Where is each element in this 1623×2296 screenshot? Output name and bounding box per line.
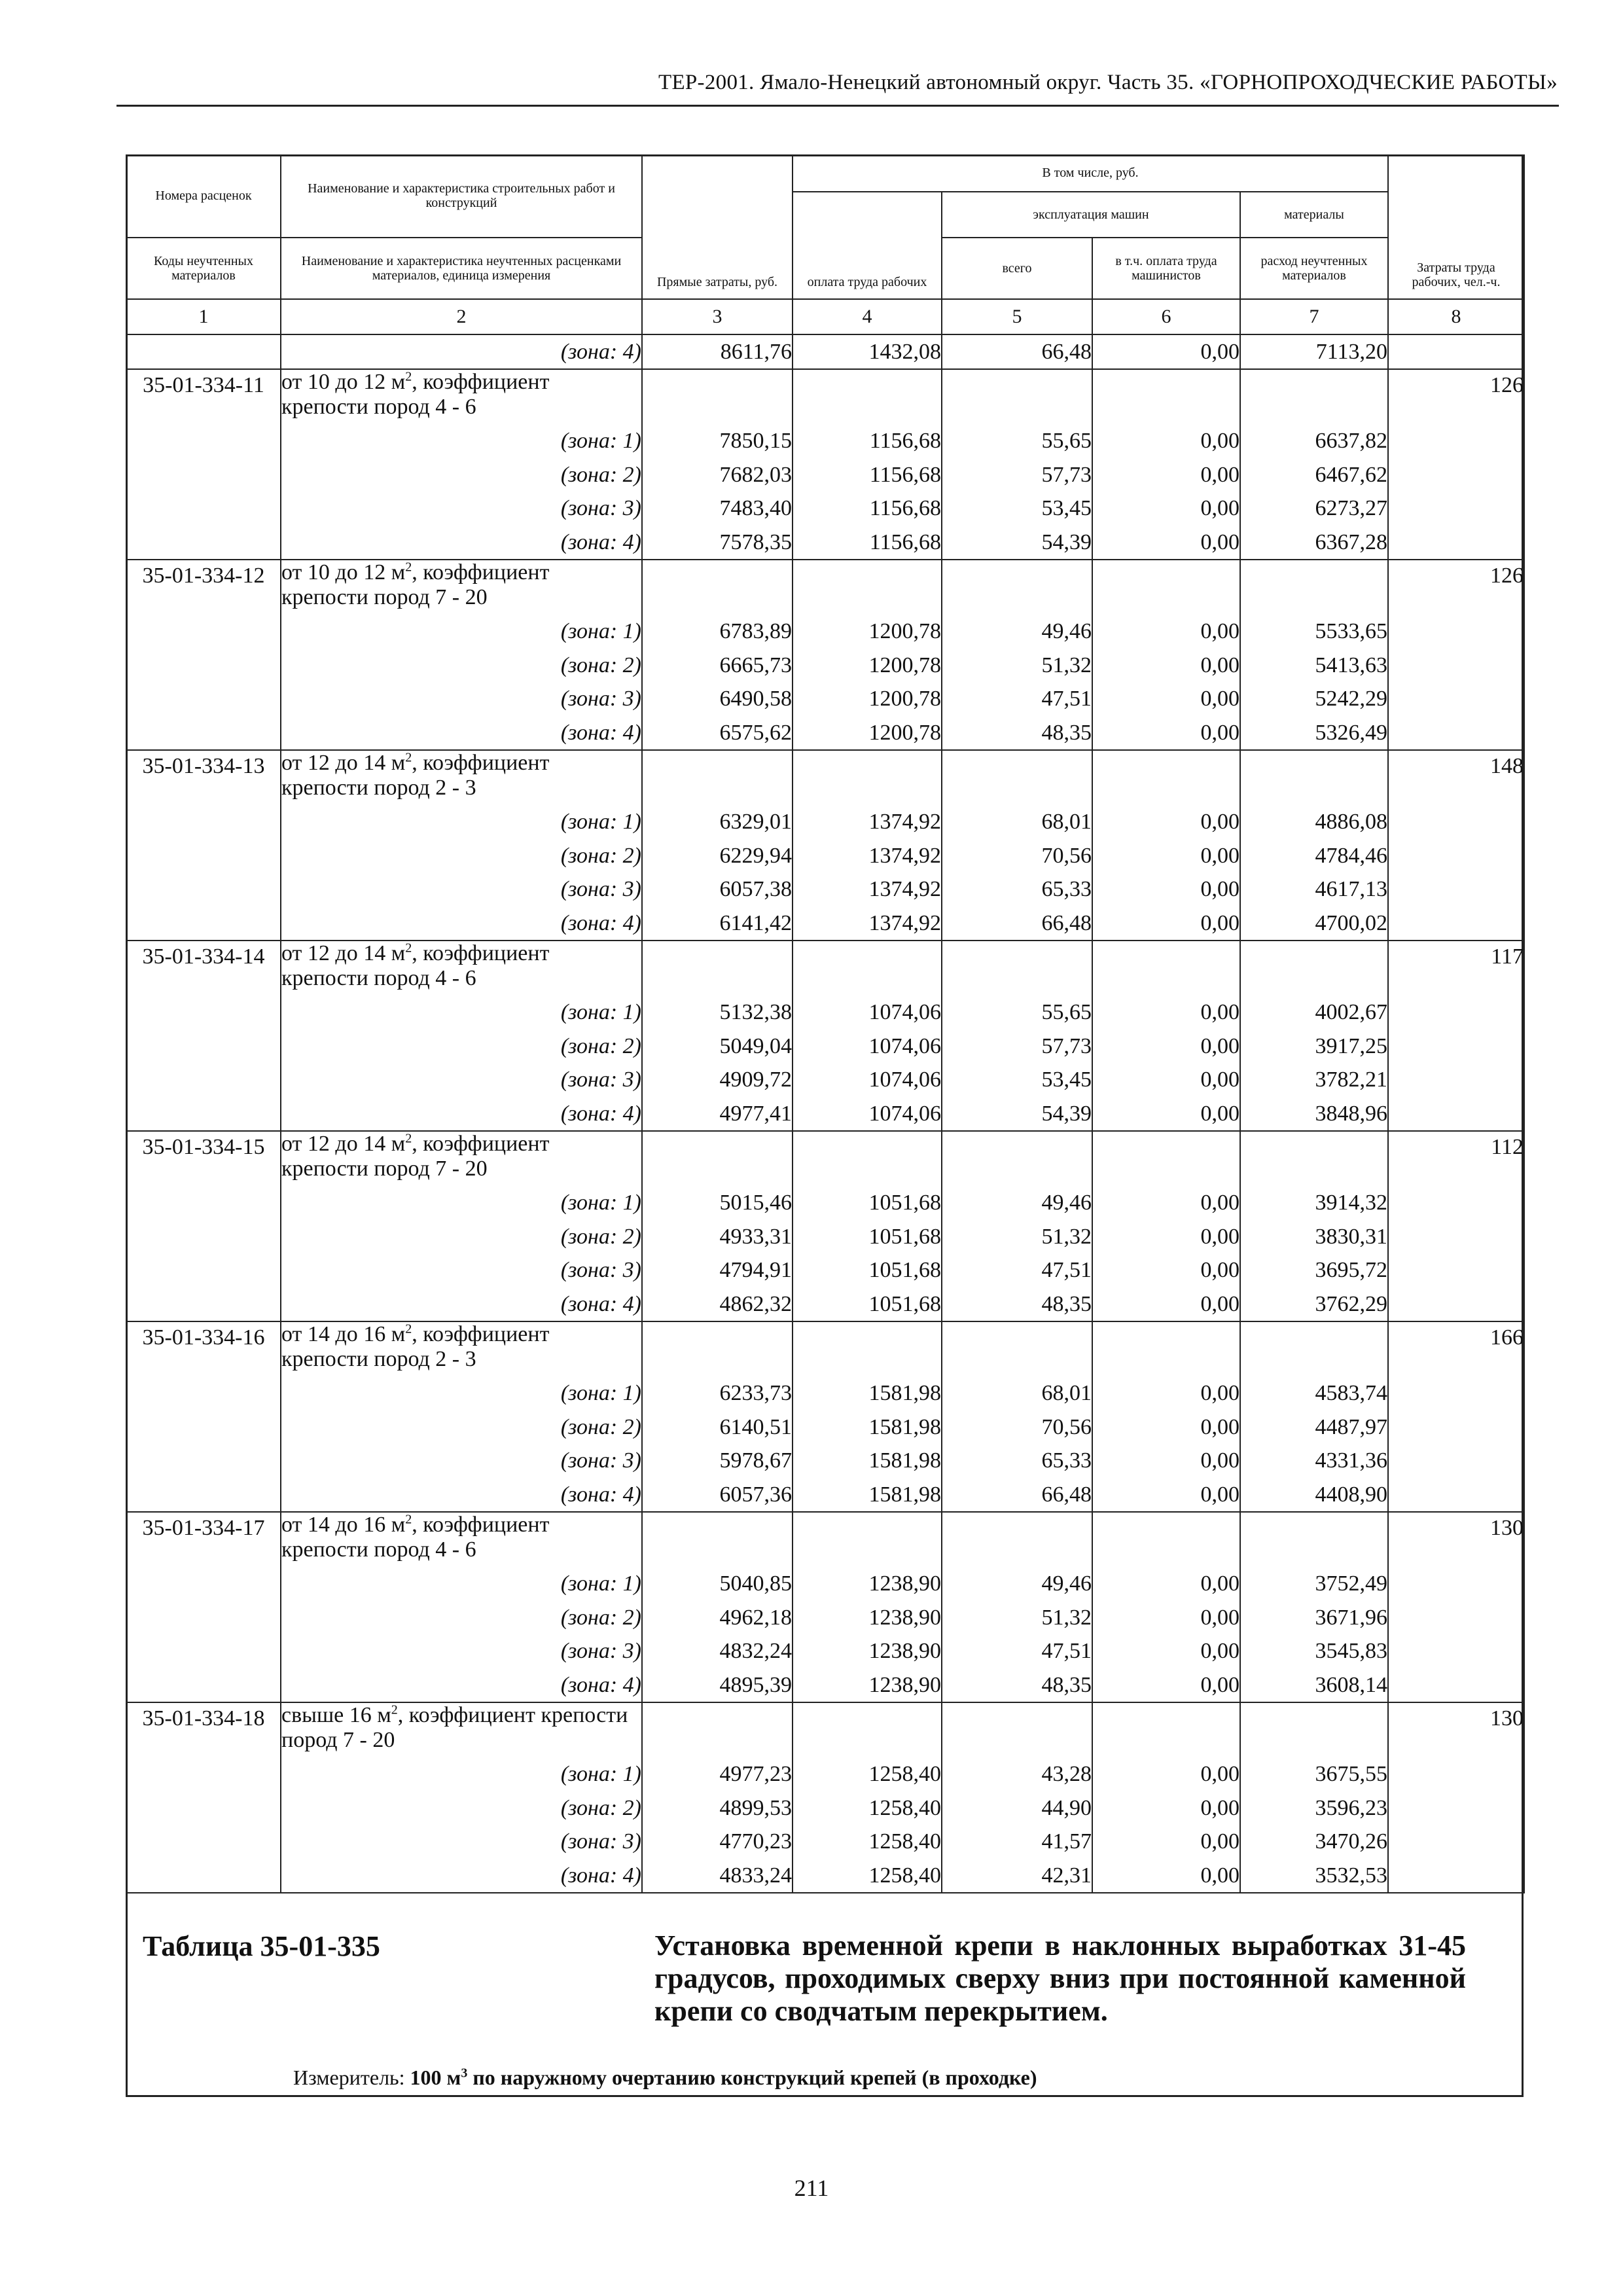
rates-table bbox=[126, 154, 1525, 1893]
table-row bbox=[126, 1702, 1524, 1757]
work-description: от 12 до 14 $м^2$, коэффициент крепости пород 2 - 3 bbox=[281, 750, 642, 805]
cell-operators-pay: 0,00 bbox=[1092, 872, 1240, 906]
cell-machines-total: 66,48 bbox=[942, 1478, 1092, 1513]
rate-code: 35-01-334-12 bbox=[126, 560, 281, 750]
cell-machines-total: 68,01 bbox=[942, 1376, 1092, 1410]
table-row bbox=[126, 906, 1524, 941]
next-table-label: Таблица 35-01-335 bbox=[143, 1930, 380, 1962]
cell-materials: 4700,02 bbox=[1240, 906, 1388, 941]
col-header-workers-pay: оплата труда рабочих bbox=[793, 192, 942, 299]
cell-materials: 3545,83 bbox=[1240, 1634, 1388, 1668]
cell-materials: 3762,29 bbox=[1240, 1287, 1388, 1322]
col-header-materials-use: расход неучтенных материалов bbox=[1240, 238, 1388, 299]
rate-code: 35-01-334-15 bbox=[126, 1131, 281, 1321]
cell-machines-total: 47,51 bbox=[942, 1253, 1092, 1287]
zone-label: (зона: 2) bbox=[281, 649, 642, 683]
cell-operators-pay: 0,00 bbox=[1092, 1601, 1240, 1635]
cell-workers-pay: 1200,78 bbox=[793, 716, 942, 751]
labor-cost: 130 bbox=[1388, 1702, 1524, 1893]
cell-direct: 6057,38 bbox=[642, 872, 793, 906]
table-row bbox=[126, 492, 1524, 526]
cell-operators-pay: 0,00 bbox=[1092, 682, 1240, 716]
cell-direct: 4832,24 bbox=[642, 1634, 793, 1668]
cell-materials: 3470,26 bbox=[1240, 1825, 1388, 1859]
cell-operators-pay: 0,00 bbox=[1092, 1063, 1240, 1097]
cell-machines-total: 49,46 bbox=[942, 1186, 1092, 1220]
col-header-work-name: Наименование и характеристика строительных работ и конструкций bbox=[281, 154, 642, 238]
table-row bbox=[126, 750, 1524, 805]
zone-label: (зона: 4) bbox=[281, 1287, 642, 1322]
labor-cost: 166 bbox=[1388, 1321, 1524, 1512]
cell-materials: 3608,14 bbox=[1240, 1668, 1388, 1703]
zone-label: (зона: 2) bbox=[281, 458, 642, 492]
cell-machines-total: 42,31 bbox=[942, 1859, 1092, 1893]
cell-operators-pay: 0,00 bbox=[1092, 334, 1240, 370]
zone-label: (зона: 1) bbox=[281, 1567, 642, 1601]
work-description: от 10 до 12 $м^2$, коэффициент крепости пород 4 - 6 bbox=[281, 369, 642, 424]
zone-label: (зона: 3) bbox=[281, 872, 642, 906]
cell-materials: 4331,36 bbox=[1240, 1444, 1388, 1478]
table-row bbox=[126, 369, 1524, 424]
zone-label: (зона: 4) bbox=[281, 1097, 642, 1132]
labor-cost: 112 bbox=[1388, 1131, 1524, 1321]
zone-label: (зона: 3) bbox=[281, 1634, 642, 1668]
table-row bbox=[126, 526, 1524, 560]
labor-cost: 148 bbox=[1388, 750, 1524, 941]
table-row bbox=[126, 334, 1524, 370]
cell-machines-total: 53,45 bbox=[942, 492, 1092, 526]
cell-operators-pay: 0,00 bbox=[1092, 1478, 1240, 1513]
rate-code: 35-01-334-13 bbox=[126, 750, 281, 941]
cell-materials: 3596,23 bbox=[1240, 1791, 1388, 1825]
table-row bbox=[126, 1376, 1524, 1410]
cell-materials: 3675,55 bbox=[1240, 1757, 1388, 1791]
table-row bbox=[126, 941, 1524, 996]
cell-direct: 6665,73 bbox=[642, 649, 793, 683]
table-row bbox=[126, 805, 1524, 839]
col-header-rate-number: Номера расценок bbox=[126, 154, 281, 238]
cell-direct: 4933,31 bbox=[642, 1220, 793, 1254]
cell-workers-pay: 1581,98 bbox=[793, 1444, 942, 1478]
cell-machines-total: 47,51 bbox=[942, 682, 1092, 716]
cell-materials: 6467,62 bbox=[1240, 458, 1388, 492]
table-row bbox=[126, 872, 1524, 906]
cell-workers-pay: 1581,98 bbox=[793, 1478, 942, 1513]
cell-machines-total: 47,51 bbox=[942, 1634, 1092, 1668]
cell-operators-pay: 0,00 bbox=[1092, 1376, 1240, 1410]
cell-machines-total: 57,73 bbox=[942, 458, 1092, 492]
zone-label: (зона: 2) bbox=[281, 1601, 642, 1635]
cell-operators-pay: 0,00 bbox=[1092, 1097, 1240, 1132]
table-row bbox=[126, 1220, 1524, 1254]
zone-label: (зона: 2) bbox=[281, 1791, 642, 1825]
work-description: от 10 до 12 $м^2$, коэффициент крепости пород 7 - 20 bbox=[281, 560, 642, 615]
cell-materials: 4886,08 bbox=[1240, 805, 1388, 839]
cell-machines-total: 49,46 bbox=[942, 1567, 1092, 1601]
table-row bbox=[126, 1287, 1524, 1322]
zone-label: (зона: 1) bbox=[281, 805, 642, 839]
col-header-machines-total: всего bbox=[942, 238, 1092, 299]
cell-materials: 5326,49 bbox=[1240, 716, 1388, 751]
cell-machines-total: 48,35 bbox=[942, 1668, 1092, 1703]
table-row bbox=[126, 1791, 1524, 1825]
col-number: 4 bbox=[793, 299, 942, 334]
cell-direct: 7850,15 bbox=[642, 424, 793, 458]
cell-workers-pay: 1051,68 bbox=[793, 1253, 942, 1287]
cell-workers-pay: 1074,06 bbox=[793, 996, 942, 1030]
table-row bbox=[126, 1757, 1524, 1791]
cell-materials: 4002,67 bbox=[1240, 996, 1388, 1030]
cell-operators-pay: 0,00 bbox=[1092, 458, 1240, 492]
cell-operators-pay: 0,00 bbox=[1092, 805, 1240, 839]
zone-label: (зона: 3) bbox=[281, 492, 642, 526]
zone-label: (зона: 2) bbox=[281, 1030, 642, 1064]
cell-materials: 3752,49 bbox=[1240, 1567, 1388, 1601]
cell-materials: 5242,29 bbox=[1240, 682, 1388, 716]
table-row bbox=[126, 1825, 1524, 1859]
cell-materials: 6273,27 bbox=[1240, 492, 1388, 526]
cell-direct: 7578,35 bbox=[642, 526, 793, 560]
cell-materials: 7113,20 bbox=[1240, 334, 1388, 370]
zone-label: (зона: 1) bbox=[281, 1757, 642, 1791]
cell-operators-pay: 0,00 bbox=[1092, 1825, 1240, 1859]
col-number: 8 bbox=[1388, 299, 1524, 334]
cell-machines-total: 53,45 bbox=[942, 1063, 1092, 1097]
cell-machines-total: 66,48 bbox=[942, 906, 1092, 941]
cell-machines-total: 43,28 bbox=[942, 1757, 1092, 1791]
cell-direct: 5049,04 bbox=[642, 1030, 793, 1064]
table-row bbox=[126, 1601, 1524, 1635]
cell-materials: 3917,25 bbox=[1240, 1030, 1388, 1064]
work-description: от 14 до 16 $м^2$, коэффициент крепости пород 2 - 3 bbox=[281, 1321, 642, 1376]
cell-machines-total: 44,90 bbox=[942, 1791, 1092, 1825]
cell-direct: 6057,36 bbox=[642, 1478, 793, 1513]
table-row bbox=[126, 1253, 1524, 1287]
col-header-materials: материалы bbox=[1240, 192, 1388, 238]
cell-materials: 3695,72 bbox=[1240, 1253, 1388, 1287]
table-row bbox=[126, 615, 1524, 649]
cell-workers-pay: 1238,90 bbox=[793, 1668, 942, 1703]
cell-workers-pay: 1238,90 bbox=[793, 1567, 942, 1601]
cell-direct: 7483,40 bbox=[642, 492, 793, 526]
table-row bbox=[126, 1512, 1524, 1567]
col-number: 7 bbox=[1240, 299, 1388, 334]
labor-cost: 117 bbox=[1388, 941, 1524, 1131]
cell-workers-pay: 1238,90 bbox=[793, 1634, 942, 1668]
table-row bbox=[126, 1097, 1524, 1132]
zone-label: (зона: 4) bbox=[281, 334, 642, 370]
work-description: от 14 до 16 $м^2$, коэффициент крепости пород 4 - 6 bbox=[281, 1512, 642, 1567]
zone-label: (зона: 2) bbox=[281, 839, 642, 873]
cell-machines-total: 54,39 bbox=[942, 526, 1092, 560]
labor-cost: 126 bbox=[1388, 369, 1524, 560]
work-description: от 12 до 14 $м^2$, коэффициент крепости пород 7 - 20 bbox=[281, 1131, 642, 1186]
cell-workers-pay: 1374,92 bbox=[793, 805, 942, 839]
cell-operators-pay: 0,00 bbox=[1092, 1668, 1240, 1703]
cell-workers-pay: 1258,40 bbox=[793, 1791, 942, 1825]
cell-machines-total: 68,01 bbox=[942, 805, 1092, 839]
cell-workers-pay: 1156,68 bbox=[793, 526, 942, 560]
table-row bbox=[126, 424, 1524, 458]
cell-operators-pay: 0,00 bbox=[1092, 1757, 1240, 1791]
cell-materials: 3914,32 bbox=[1240, 1186, 1388, 1220]
cell-operators-pay: 0,00 bbox=[1092, 1567, 1240, 1601]
cell-machines-total: 41,57 bbox=[942, 1825, 1092, 1859]
cell-workers-pay: 1051,68 bbox=[793, 1186, 942, 1220]
zone-label: (зона: 4) bbox=[281, 526, 642, 560]
labor-cost: 126 bbox=[1388, 560, 1524, 750]
cell-workers-pay: 1432,08 bbox=[793, 334, 942, 370]
cell-operators-pay: 0,00 bbox=[1092, 716, 1240, 751]
cell-workers-pay: 1374,92 bbox=[793, 872, 942, 906]
work-description: свыше 16 $м^2$, коэффициент крепости пород 7 - 20 bbox=[281, 1702, 642, 1757]
cell-workers-pay: 1156,68 bbox=[793, 458, 942, 492]
cell-direct: 6233,73 bbox=[642, 1376, 793, 1410]
cell-machines-total: 57,73 bbox=[942, 1030, 1092, 1064]
table-row bbox=[126, 1634, 1524, 1668]
cell-workers-pay: 1200,78 bbox=[793, 615, 942, 649]
cell-materials: 3532,53 bbox=[1240, 1859, 1388, 1893]
cell-materials: 3830,31 bbox=[1240, 1220, 1388, 1254]
table-row bbox=[126, 1030, 1524, 1064]
cell-workers-pay: 1238,90 bbox=[793, 1601, 942, 1635]
cell-direct: 6575,62 bbox=[642, 716, 793, 751]
cell-workers-pay: 1156,68 bbox=[793, 424, 942, 458]
cell-operators-pay: 0,00 bbox=[1092, 1030, 1240, 1064]
cell-direct: 5132,38 bbox=[642, 996, 793, 1030]
zone-label: (зона: 3) bbox=[281, 1825, 642, 1859]
zone-label: (зона: 1) bbox=[281, 1376, 642, 1410]
cell-direct: 4862,32 bbox=[642, 1287, 793, 1322]
rate-code: 35-01-334-14 bbox=[126, 941, 281, 1131]
cell-machines-total: 70,56 bbox=[942, 1410, 1092, 1444]
cell-operators-pay: 0,00 bbox=[1092, 1287, 1240, 1322]
cell-materials: 4784,46 bbox=[1240, 839, 1388, 873]
zone-label: (зона: 4) bbox=[281, 1478, 642, 1513]
col-header-direct-costs: Прямые затраты, руб. bbox=[642, 154, 793, 299]
cell-direct: 4909,72 bbox=[642, 1063, 793, 1097]
cell-operators-pay: 0,00 bbox=[1092, 492, 1240, 526]
next-table-title: Установка временной крепи в наклонных выработках 31-45 градусов, проходимых сверху вниз при постоянной каменной крепи со сводчатым перекрытием. bbox=[654, 1929, 1466, 2027]
cell-operators-pay: 0,00 bbox=[1092, 526, 1240, 560]
zone-label: (зона: 1) bbox=[281, 615, 642, 649]
cell-direct: 6783,89 bbox=[642, 615, 793, 649]
col-header-machines: эксплуатация машин bbox=[942, 192, 1240, 238]
cell-direct: 5978,67 bbox=[642, 1444, 793, 1478]
col-header-incl: В том числе, руб. bbox=[793, 154, 1388, 192]
table-row bbox=[126, 1444, 1524, 1478]
cell-direct: 7682,03 bbox=[642, 458, 793, 492]
running-header: ТЕР-2001. Ямало-Ненецкий автономный округ. Часть 35. «ГОРНОПРОХОДЧЕСКИЕ РАБОТЫ» bbox=[658, 71, 1558, 94]
col-header-labor: Затраты труда рабочих, чел.-ч. bbox=[1388, 154, 1524, 299]
table-row bbox=[126, 1131, 1524, 1186]
table-row bbox=[126, 560, 1524, 615]
cell-direct: 6141,42 bbox=[642, 906, 793, 941]
rate-code: 35-01-334-17 bbox=[126, 1512, 281, 1702]
cell-direct: 4977,41 bbox=[642, 1097, 793, 1132]
cell-workers-pay: 1051,68 bbox=[793, 1220, 942, 1254]
rate-code: 35-01-334-16 bbox=[126, 1321, 281, 1512]
cell-materials: 5533,65 bbox=[1240, 615, 1388, 649]
cell-workers-pay: 1074,06 bbox=[793, 1030, 942, 1064]
cell-operators-pay: 0,00 bbox=[1092, 424, 1240, 458]
cell-workers-pay: 1074,06 bbox=[793, 1097, 942, 1132]
zone-label: (зона: 1) bbox=[281, 996, 642, 1030]
cell-operators-pay: 0,00 bbox=[1092, 615, 1240, 649]
cell-workers-pay: 1258,40 bbox=[793, 1757, 942, 1791]
table-body bbox=[126, 334, 1524, 1894]
cell-operators-pay: 0,00 bbox=[1092, 649, 1240, 683]
cell-workers-pay: 1258,40 bbox=[793, 1825, 942, 1859]
cell-machines-total: 55,65 bbox=[942, 996, 1092, 1030]
table-row bbox=[126, 1321, 1524, 1376]
cell-direct: 6140,51 bbox=[642, 1410, 793, 1444]
col-header-material-names: Наименование и характеристика неучтенных расценками материалов, единица измерения bbox=[281, 238, 642, 299]
cell-workers-pay: 1581,98 bbox=[793, 1376, 942, 1410]
cell-materials: 6367,28 bbox=[1240, 526, 1388, 560]
table-row bbox=[126, 716, 1524, 751]
cell-machines-total: 66,48 bbox=[942, 334, 1092, 370]
table-row bbox=[126, 649, 1524, 683]
zone-label: (зона: 4) bbox=[281, 1668, 642, 1703]
cell-workers-pay: 1374,92 bbox=[793, 839, 942, 873]
table-row bbox=[126, 1668, 1524, 1703]
cell-direct: 4794,91 bbox=[642, 1253, 793, 1287]
cell-operators-pay: 0,00 bbox=[1092, 1253, 1240, 1287]
cell-machines-total: 51,32 bbox=[942, 1601, 1092, 1635]
labor-cost: 130 bbox=[1388, 1512, 1524, 1702]
cell-direct: 6229,94 bbox=[642, 839, 793, 873]
zone-label: (зона: 3) bbox=[281, 1063, 642, 1097]
cell-direct: 6329,01 bbox=[642, 805, 793, 839]
col-number: 3 bbox=[642, 299, 793, 334]
rate-code: 35-01-334-18 bbox=[126, 1702, 281, 1893]
cell-workers-pay: 1051,68 bbox=[793, 1287, 942, 1322]
table-row bbox=[126, 1186, 1524, 1220]
cell-materials: 4487,97 bbox=[1240, 1410, 1388, 1444]
zone-label: (зона: 1) bbox=[281, 424, 642, 458]
cell-operators-pay: 0,00 bbox=[1092, 1444, 1240, 1478]
measurement-unit: Измеритель: 100 $м^3$ по наружному очертанию конструкций крепей (в проходке) bbox=[293, 2066, 1037, 2089]
cell-direct: 4977,23 bbox=[642, 1757, 793, 1791]
work-description: от 12 до 14 $м^2$, коэффициент крепости пород 4 - 6 bbox=[281, 941, 642, 996]
cell-direct: 4770,23 bbox=[642, 1825, 793, 1859]
cell-materials: 3848,96 bbox=[1240, 1097, 1388, 1132]
cell-operators-pay: 0,00 bbox=[1092, 839, 1240, 873]
cell-machines-total: 55,65 bbox=[942, 424, 1092, 458]
cell-workers-pay: 1200,78 bbox=[793, 649, 942, 683]
cell-materials: 4408,90 bbox=[1240, 1478, 1388, 1513]
zone-label: (зона: 1) bbox=[281, 1186, 642, 1220]
cell-operators-pay: 0,00 bbox=[1092, 1634, 1240, 1668]
cell-machines-total: 65,33 bbox=[942, 872, 1092, 906]
cell-materials: 4583,74 bbox=[1240, 1376, 1388, 1410]
zone-label: (зона: 3) bbox=[281, 682, 642, 716]
cell-materials: 3782,21 bbox=[1240, 1063, 1388, 1097]
zone-label: (зона: 2) bbox=[281, 1220, 642, 1254]
zone-label: (зона: 4) bbox=[281, 906, 642, 941]
page-number: 211 bbox=[794, 2175, 829, 2201]
col-number: 5 bbox=[942, 299, 1092, 334]
col-number: 6 bbox=[1092, 299, 1240, 334]
cell-materials: 6637,82 bbox=[1240, 424, 1388, 458]
cell-workers-pay: 1374,92 bbox=[793, 906, 942, 941]
cell-workers-pay: 1074,06 bbox=[793, 1063, 942, 1097]
cell-machines-total: 65,33 bbox=[942, 1444, 1092, 1478]
table-row bbox=[126, 1478, 1524, 1513]
zone-label: (зона: 3) bbox=[281, 1444, 642, 1478]
cell-workers-pay: 1200,78 bbox=[793, 682, 942, 716]
cell-operators-pay: 0,00 bbox=[1092, 1186, 1240, 1220]
cell-machines-total: 48,35 bbox=[942, 716, 1092, 751]
table-row bbox=[126, 682, 1524, 716]
table-row bbox=[126, 996, 1524, 1030]
cell-direct: 5040,85 bbox=[642, 1567, 793, 1601]
cell-machines-total: 51,32 bbox=[942, 1220, 1092, 1254]
cell-machines-total: 70,56 bbox=[942, 839, 1092, 873]
cell-direct: 4962,18 bbox=[642, 1601, 793, 1635]
cell-direct: 5015,46 bbox=[642, 1186, 793, 1220]
col-number: 1 bbox=[126, 299, 281, 334]
cell-operators-pay: 0,00 bbox=[1092, 1220, 1240, 1254]
zone-label: (зона: 4) bbox=[281, 716, 642, 751]
cell-machines-total: 48,35 bbox=[942, 1287, 1092, 1322]
table-row bbox=[126, 839, 1524, 873]
col-number: 2 bbox=[281, 299, 642, 334]
zone-label: (зона: 2) bbox=[281, 1410, 642, 1444]
cell-operators-pay: 0,00 bbox=[1092, 1410, 1240, 1444]
cell-operators-pay: 0,00 bbox=[1092, 996, 1240, 1030]
cell-materials: 4617,13 bbox=[1240, 872, 1388, 906]
table-row bbox=[126, 1859, 1524, 1893]
table-row bbox=[126, 458, 1524, 492]
cell-workers-pay: 1156,68 bbox=[793, 492, 942, 526]
cell-machines-total: 51,32 bbox=[942, 649, 1092, 683]
table-row bbox=[126, 1567, 1524, 1601]
cell-direct: 4895,39 bbox=[642, 1668, 793, 1703]
cell-direct: 4899,53 bbox=[642, 1791, 793, 1825]
cell-operators-pay: 0,00 bbox=[1092, 906, 1240, 941]
cell-machines-total: 54,39 bbox=[942, 1097, 1092, 1132]
col-header-material-codes: Коды неучтенных материалов bbox=[126, 238, 281, 299]
header-rule bbox=[116, 105, 1559, 107]
cell-workers-pay: 1258,40 bbox=[793, 1859, 942, 1893]
table-row bbox=[126, 1410, 1524, 1444]
cell-machines-total: 49,46 bbox=[942, 615, 1092, 649]
cell-operators-pay: 0,00 bbox=[1092, 1859, 1240, 1893]
cell-operators-pay: 0,00 bbox=[1092, 1791, 1240, 1825]
rate-code: 35-01-334-11 bbox=[126, 369, 281, 560]
cell-materials: 5413,63 bbox=[1240, 649, 1388, 683]
cell-materials: 3671,96 bbox=[1240, 1601, 1388, 1635]
cell-direct: 8611,76 bbox=[642, 334, 793, 370]
col-header-operators-pay: в т.ч. оплата труда машинистов bbox=[1092, 238, 1240, 299]
zone-label: (зона: 4) bbox=[281, 1859, 642, 1893]
zone-label: (зона: 3) bbox=[281, 1253, 642, 1287]
table-row bbox=[126, 1063, 1524, 1097]
cell-workers-pay: 1581,98 bbox=[793, 1410, 942, 1444]
cell-direct: 4833,24 bbox=[642, 1859, 793, 1893]
cell-direct: 6490,58 bbox=[642, 682, 793, 716]
